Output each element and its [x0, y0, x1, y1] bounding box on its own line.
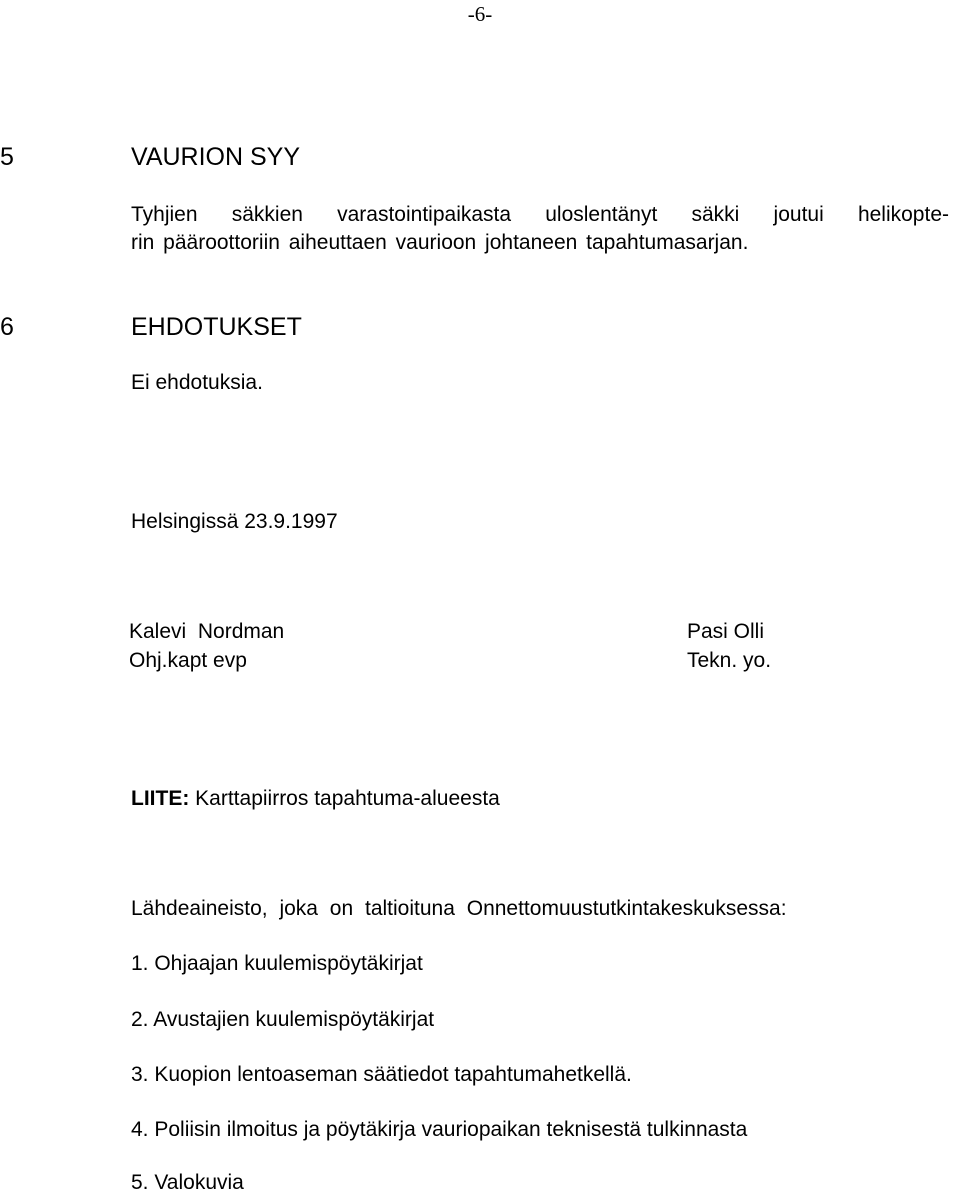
appendix-label: LIITE:: [131, 787, 190, 810]
source-item-5: 5. Valokuvia: [131, 1171, 244, 1194]
sources-intro: Lähdeaineisto, joka on taltioituna Onnettomuustutkintakeskuksessa:: [131, 897, 787, 920]
section-5-number: 5: [0, 143, 14, 171]
signatory-2-name: Pasi Olli: [687, 620, 765, 643]
signatory-2-title: Tekn. yo.: [687, 649, 772, 672]
source-item-1: 1. Ohjaajan kuulemispöytäkirjat: [131, 952, 423, 975]
section-6-text: Ei ehdotuksia.: [131, 371, 263, 394]
source-item-4: 4. Poliisin ilmoitus ja pöytäkirja vauriopaikan teknisestä tulkinnasta: [131, 1118, 748, 1141]
page-number: -6-: [467, 2, 493, 26]
section-6-number: 6: [0, 313, 14, 341]
appendix-line: [131, 787, 500, 811]
source-item-3: 3. Kuopion lentoaseman säätiedot tapahtumahetkellä.: [131, 1063, 632, 1086]
signatory-1-title: Ohj.kapt evp: [129, 649, 247, 672]
place-date: Helsingissä 23.9.1997: [131, 510, 338, 533]
section-5-title: VAURION SYY: [131, 143, 301, 171]
section-5-text-line-1: Tyhjien säkkien varastointipaikasta uloslentänyt säkki joutui helikopte-: [131, 203, 949, 226]
section-6-title: EHDOTUKSET: [131, 313, 302, 341]
signatory-1-name: Kalevi Nordman: [129, 620, 285, 643]
section-5-text-line-2: rin pääroottoriin aiheuttaen vaurioon johtaneen tapahtumasarjan.: [131, 231, 749, 254]
source-item-2: 2. Avustajien kuulemispöytäkirjat: [131, 1008, 435, 1031]
appendix-text: Karttapiirros tapahtuma-alueesta: [189, 787, 500, 810]
